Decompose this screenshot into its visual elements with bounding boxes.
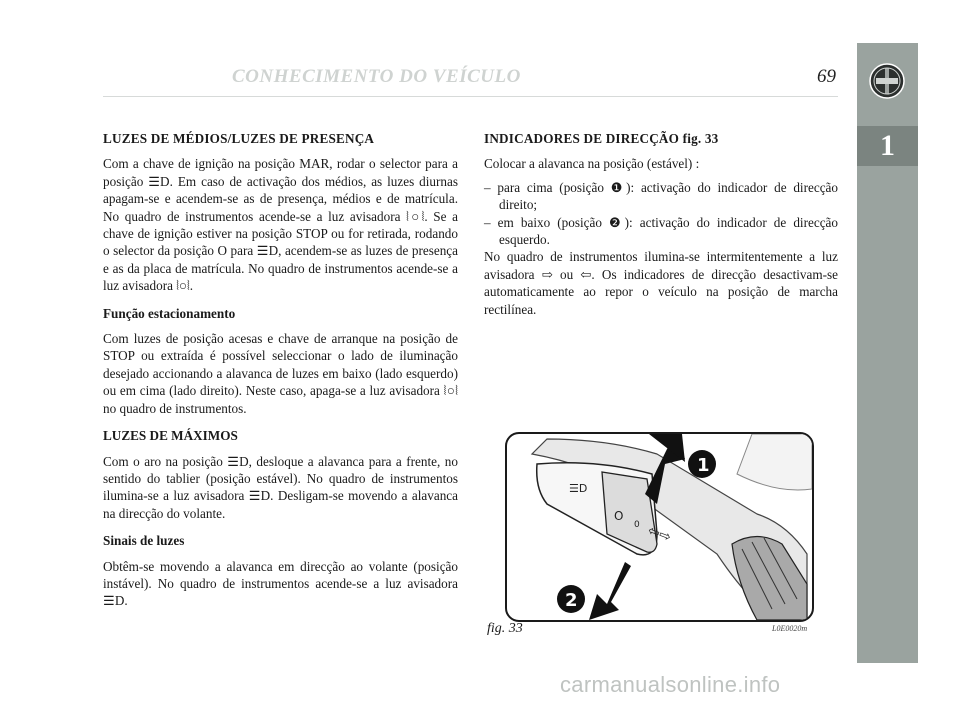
arrow-down-icon [589, 562, 631, 620]
header-divider [103, 96, 838, 97]
page-number: 69 [817, 66, 836, 87]
lancia-logo-icon [868, 62, 906, 100]
paragraph-parking: Com luzes de posição acesas e chave de arranque na posição de STOP ou extraída é possível seleccionar o lado de iluminação desejado accionando a alavanca de luzes em baixo (lado esquerdo) ou em cima (lado direito). Neste caso, apaga-se a luz avisadora ⦚○⦚ no quadro de instrumentos. [103, 331, 458, 416]
page-header-title: CONHECIMENTO DO VEÍCULO [232, 66, 521, 87]
section-heading-flash: Sinais de luzes [103, 533, 185, 549]
lever-mark-zero: 0 [634, 520, 640, 530]
right-column [484, 130, 838, 324]
chapter-number: 1 [857, 126, 918, 166]
bullet-right-turn: – para cima (posição ❶): activação do indicador de direcção direito; [484, 179, 838, 213]
figure-code: L0E0020m [772, 624, 808, 633]
lever-mark-turn: ⇦⇨ [645, 522, 674, 546]
lever-mark-off: O [614, 509, 624, 523]
section-heading-low-beam: LUZES DE MÉDIOS/LUZES DE PRESENÇA [103, 131, 375, 146]
figure-33-lever [505, 432, 814, 622]
figure-label-down: 2 [565, 590, 578, 611]
watermark-text: carmanualsonline.info [560, 672, 781, 697]
lever-illustration [507, 434, 812, 620]
lever-mark-beam: ☰D [569, 482, 588, 495]
section-heading-turn-signals: INDICADORES DE DIRECÇÃO fig. 33 [484, 131, 719, 146]
bullet-left-turn: – em baixo (posição ❷): activação do indicador de direcção esquerdo. [484, 214, 838, 248]
figure-label-up: 1 [697, 455, 710, 476]
paragraph-turn-info: No quadro de instrumentos ilumina-se intermitentemente a luz avisadora ⇨ ou ⇦. Os indicadores de direcção desactivam-se automaticamente ao repor o veículo na posição de marcha rectilínea. [484, 249, 838, 317]
left-column [103, 130, 458, 616]
section-heading-high-beam: LUZES DE MÁXIMOS [103, 428, 238, 444]
paragraph-high-beam: Com o aro na posição ☰D, desloque a alavanca para a frente, no sentido do tablier (posição estável). No quadro de instrumentos ilumina-se a luz avisadora ☰D. Desligam-se movendo a alavanca na direcção do volante. [103, 453, 458, 521]
paragraph-flash: Obtêm-se movendo a alavanca em direcção ao volante (posição instável). No quadro de instrumentos acende-se a luz avisadora ☰D. [103, 558, 458, 609]
paragraph-turn-intro: Colocar a alavanca na posição (estável) : [484, 156, 700, 172]
paragraph-low-beam: Com a chave de ignição na posição MAR, rodar o selector para a posição ☰D. Em caso de activação dos médios, as luzes diurnas apagam-se e acendem-se as de presença, médios e de matrícula. No quadro de instrumentos acende-se a luz avisadora ⦚○⦚. Se a chave de ignição estiver na posição STOP ou for retirada, rodando o selector da posição O para ☰D, acendem-se as luzes de presença e as da placa de matrícula. No quadro de instrumentos acende-se a luz avisadora ⦚○⦚. [103, 156, 458, 294]
figure-caption: fig. 33 [487, 621, 523, 636]
section-heading-parking: Função estacionamento [103, 305, 236, 321]
